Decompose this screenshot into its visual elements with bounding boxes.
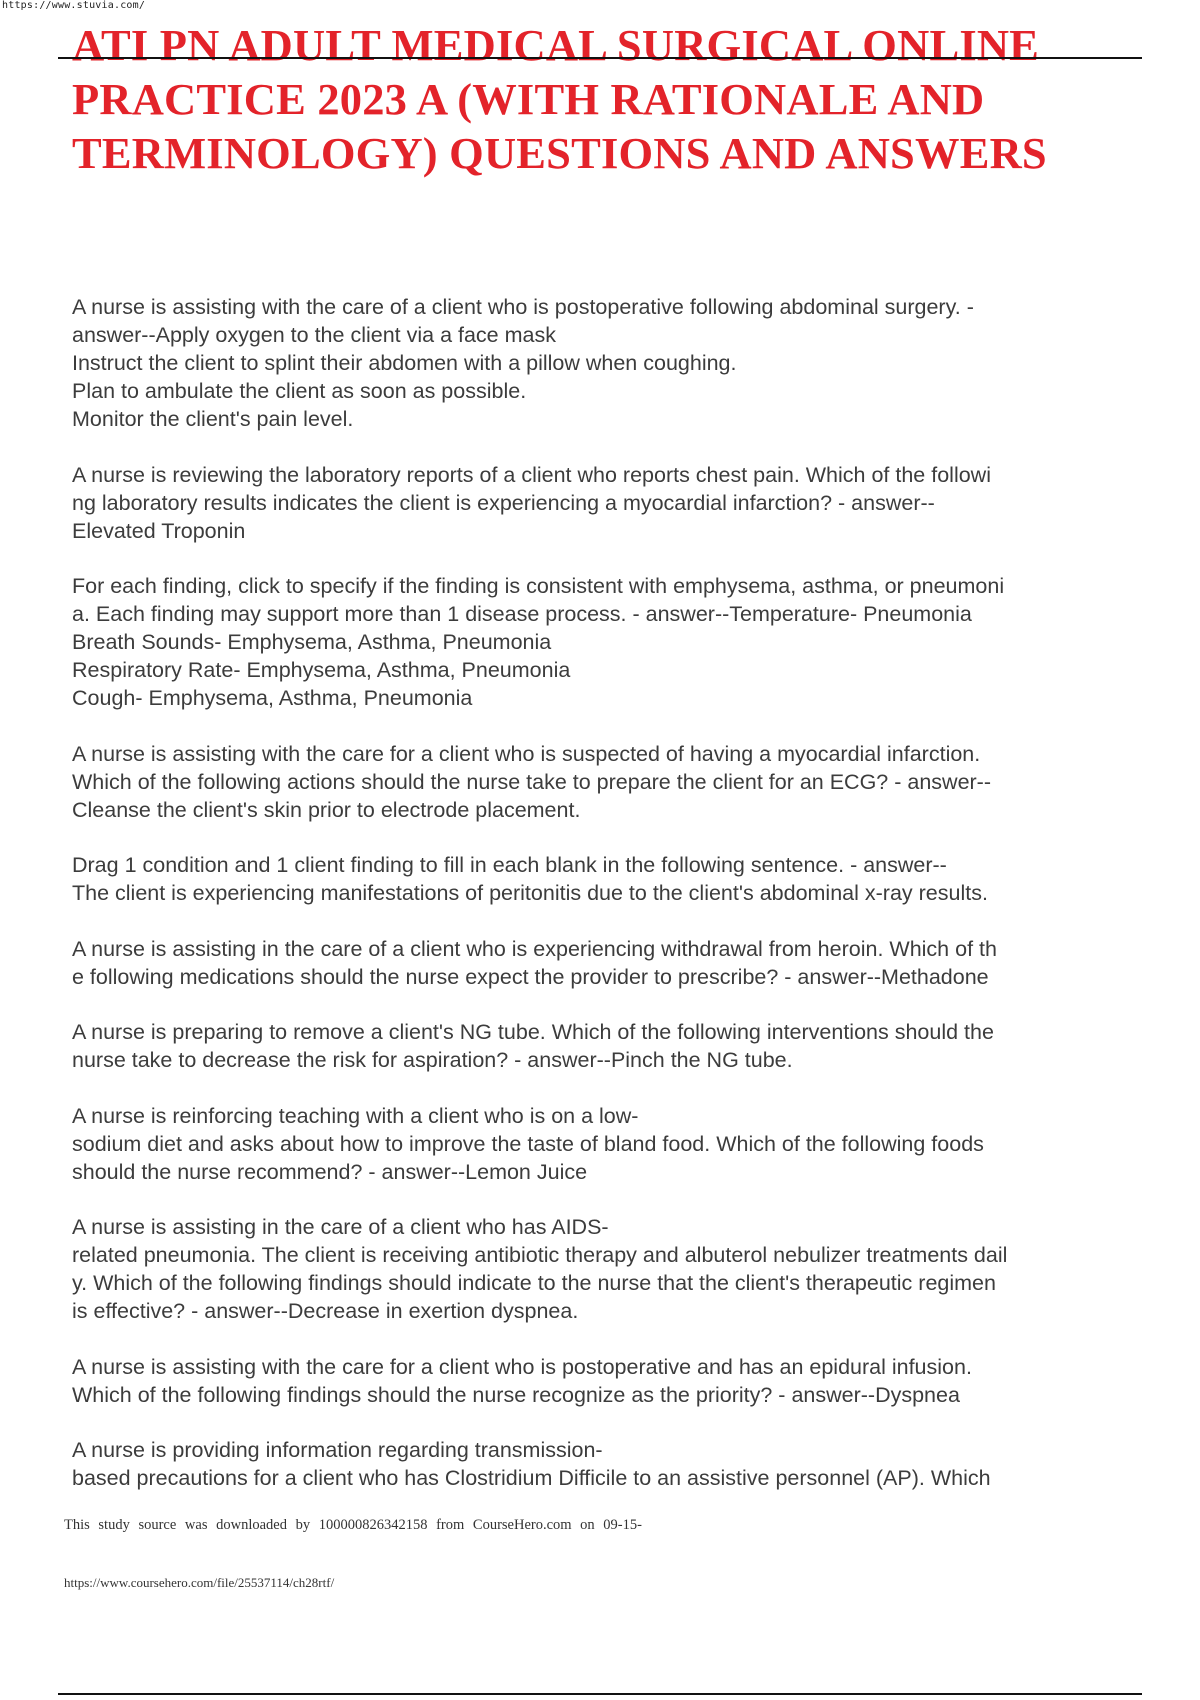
qa-line: A nurse is reinforcing teaching with a client who is on a low-: [72, 1103, 639, 1128]
qa-item: [72, 1018, 1162, 1074]
qa-line: a. Each finding may support more than 1 disease process. - answer--Temperature- Pneumonia: [72, 602, 972, 626]
qa-item: [72, 1102, 1162, 1186]
qa-line: based precautions for a client who has Clostridium Difficile to an assistive personnel (AP). Which: [72, 1466, 991, 1490]
qa-item: [72, 1436, 1162, 1492]
download-note: This study source was downloaded by 100000826342158 from CourseHero.com on 09-15-: [64, 1517, 642, 1533]
source-url: https://www.stuvia.com/: [2, 0, 146, 11]
qa-line: Drag 1 condition and 1 client finding to fill in each blank in the following sentence. - answer--: [72, 853, 947, 877]
qa-line: For each finding, click to specify if the finding is consistent with emphysema, asthma, or pneumoni: [72, 574, 1005, 598]
qa-line: A nurse is providing information regarding transmission-: [72, 1438, 603, 1462]
qa-item: [72, 1353, 1162, 1409]
qa-item: [72, 740, 1162, 824]
qa-line: Which of the following findings should the nurse recognize as the priority? - answer--Dyspnea: [72, 1382, 960, 1407]
qa-line: should the nurse recommend? - answer--Lemon Juice: [72, 1159, 588, 1184]
title-line: TERMINOLOGY) QUESTIONS AND ANSWERS: [72, 128, 1047, 178]
qa-line: nurse take to decrease the risk for aspiration? - answer--Pinch the NG tube.: [72, 1048, 793, 1072]
qa-list: [72, 293, 1162, 1520]
qa-line: A nurse is assisting in the care of a client who is experiencing withdrawal from heroin. Which of th: [72, 936, 997, 961]
qa-line: Which of the following actions should the nurse take to prepare the client for an ECG? - answer--: [72, 769, 991, 794]
qa-line: answer--Apply oxygen to the client via a face mask: [72, 323, 556, 347]
qa-item: [72, 935, 1162, 991]
page-bottom-rule: [58, 1693, 1142, 1695]
qa-item: [72, 1213, 1162, 1325]
qa-item: [72, 293, 1162, 433]
qa-line: Cough- Emphysema, Asthma, Pneumonia: [72, 686, 473, 710]
qa-line: sodium diet and asks about how to improve the taste of bland food. Which of the following foods: [72, 1131, 984, 1156]
qa-line: A nurse is assisting in the care of a client who has AIDS-: [72, 1215, 609, 1239]
qa-line: A nurse is assisting with the care for a client who is suspected of having a myocardial infarction.: [72, 741, 981, 766]
qa-line: Elevated Troponin: [72, 518, 246, 543]
qa-line: A nurse is assisting with the care of a client who is postoperative following abdominal surgery. -: [72, 295, 974, 319]
qa-line: The client is experiencing manifestations of peritonitis due to the client's abdominal x-ray results.: [72, 881, 988, 905]
qa-item: [72, 851, 1162, 907]
qa-line: Cleanse the client's skin prior to electrode placement.: [72, 797, 581, 822]
qa-line: Breath Sounds- Emphysema, Asthma, Pneumonia: [72, 630, 552, 654]
qa-line: A nurse is assisting with the care for a client who is postoperative and has an epidural infusion.: [72, 1354, 972, 1379]
footer-url: https://www.coursehero.com/file/25537114/ch28rtf/: [64, 1575, 335, 1590]
qa-line: is effective? - answer--Decrease in exertion dyspnea.: [72, 1299, 579, 1323]
title-line: ATI PN ADULT MEDICAL SURGICAL ONLINE: [72, 20, 1040, 70]
qa-line: Instruct the client to splint their abdomen with a pillow when coughing.: [72, 351, 737, 375]
qa-item: [72, 572, 1162, 712]
qa-line: ng laboratory results indicates the client is experiencing a myocardial infarction? - answer--: [72, 490, 935, 515]
qa-line: related pneumonia. The client is receiving antibiotic therapy and albuterol nebulizer treatments dail: [72, 1243, 1008, 1267]
qa-item: [72, 461, 1162, 545]
qa-line: y. Which of the following findings should indicate to the nurse that the client's therapeutic regimen: [72, 1271, 996, 1295]
title-line: PRACTICE 2023 A (WITH RATIONALE AND: [72, 74, 985, 124]
qa-line: A nurse is preparing to remove a client's NG tube. Which of the following interventions should the: [72, 1020, 994, 1044]
qa-line: Respiratory Rate- Emphysema, Asthma, Pneumonia: [72, 658, 571, 682]
qa-line: Monitor the client's pain level.: [72, 407, 354, 431]
qa-line: e following medications should the nurse expect the provider to prescribe? - answer--Methadone: [72, 964, 989, 989]
qa-line: A nurse is reviewing the laboratory reports of a client who reports chest pain. Which of the followi: [72, 462, 991, 487]
title-underline: [58, 57, 1142, 59]
document-title: [72, 18, 1162, 180]
qa-line: Plan to ambulate the client as soon as possible.: [72, 379, 527, 403]
